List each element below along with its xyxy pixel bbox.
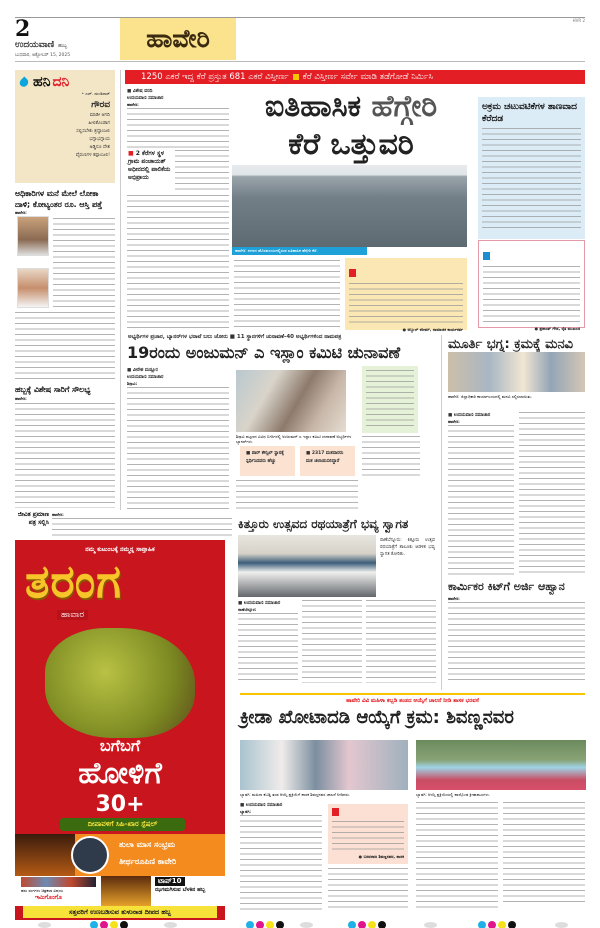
quote-body xyxy=(483,266,580,324)
ad-deepavali-banner: ದೀಪಾವಳಿಗೆ ಸಿಹಿ-ಖಾರ ಸ್ಪೆಷಲ್ xyxy=(60,818,185,831)
registration-oval xyxy=(555,922,568,928)
murti-headline: ಮೂರ್ತಿ ಭಗ್ನ: ಕ್ರಮಕ್ಕೆ ಮನವಿ xyxy=(448,337,574,352)
black-dot xyxy=(120,921,128,928)
black-dot xyxy=(276,921,284,928)
dateline-lead: ರಾಣೆಬೆನ್ನೂರ: xyxy=(238,607,257,612)
quote-box-yellow xyxy=(345,258,467,330)
yellow-dot xyxy=(368,921,376,928)
tula-line-1: ತುಲಾ ಮಾಸ ಸಂಭ್ರಮ xyxy=(119,840,176,849)
poem-line: ಅಡ್ಡಿನೂ ದೇಶ xyxy=(89,145,110,150)
registration-oval xyxy=(164,922,177,928)
yellow-dot xyxy=(110,921,118,928)
sports-body-3 xyxy=(416,802,498,910)
paper-name-text: ಉದಯವಾಣಿ xyxy=(15,40,55,50)
story-pension-headline: ಜೀವಿತ ಪ್ರಮಾಣ ಪತ್ರ ಸಲ್ಲಿಸಿ xyxy=(17,511,49,526)
magenta-dot xyxy=(358,921,366,928)
lead-story-body-2 xyxy=(175,150,229,192)
sidebar-headline: ಅಕ್ರಮ ಚಟುವಟಿಕೆಗಳ ತಾಣವಾದ ಕೆರೆದಡ xyxy=(482,102,577,124)
page-code: HVR 2 xyxy=(572,18,585,23)
anjuman-body-1 xyxy=(127,387,229,509)
kittur-body-2 xyxy=(302,600,362,683)
magenta-dot xyxy=(488,921,496,928)
poem-line: ಮಾಡೀ ಆಗದಿ xyxy=(89,113,110,118)
ad-line-2: ಹೋಳಿಗೆ xyxy=(78,756,162,791)
magenta-dot xyxy=(256,921,264,928)
murti-body-2 xyxy=(519,412,585,575)
story-transport-headline: ಹಬ್ಬಕ್ಕೆ ವಿಶೇಷ ಸಾರಿಗೆ ಸೌಲಭ್ಯ xyxy=(15,385,91,394)
official-photo-2 xyxy=(17,268,49,308)
banner-photo-caption: ಶಿಗ್ಗಾವಿ ಪಟ್ಟಣದ ವಿವಿಧ ಬೀದಿಗಳಲ್ಲಿ ಅಂಜುಮನ್ ಎ ಇಸ್ಲಾಂ ಕಮಿಟಿ ಚುನಾವಣೆ ಅಭ್ಯರ್ಥಿಗಳ ಬ್ಯಾನರ್‌ಗಳು. xyxy=(236,434,352,444)
cyan-dot xyxy=(478,921,486,928)
bullet-square-icon xyxy=(293,74,299,80)
sports-headline: ಕ್ರೀಡಾ ಖೋಟಾದಡಿ ಆಯ್ಕೆಗೆ ಕ್ರಮ: ಶಿವಣ್ಣನವರ xyxy=(240,707,514,728)
registration-marks xyxy=(90,921,128,928)
banner-photo xyxy=(236,370,346,432)
edition-label: ಹುಬ್ಬ xyxy=(58,43,68,49)
kittur-byline: ■ ಉದಯವಾಣಿ ಸಮಾಚಾರ xyxy=(238,601,281,606)
kittur-body-3 xyxy=(366,600,436,683)
bullet-icon: ■ xyxy=(128,150,136,157)
yellow-dot xyxy=(266,921,274,928)
quote-signature: ● ಬಸವರಾಜ ಶಿವಣ್ಣನವರ, ಶಾಸಕ xyxy=(358,854,404,859)
murti-byline: ■ ಉದಯವಾಣಿ ಸಮಾಚಾರ xyxy=(448,413,491,418)
magenta-dot xyxy=(100,921,108,928)
sidebar-body xyxy=(366,370,414,428)
anjuman-byline-name: ಉದಯವಾಣಿ ಸಮಾಚಾರ xyxy=(127,375,164,380)
hani-dani-logo xyxy=(20,74,110,90)
quote-box-pink xyxy=(478,240,585,331)
poem-line: ಸಲ್ಲಿಸಬೇಕು ಶ್ರದ್ಧಾಂಜಲಿ xyxy=(76,129,110,134)
column-divider xyxy=(441,335,442,690)
top-rule xyxy=(15,17,585,18)
sports-kicker: ಹಾವೇರಿ ವಿವಿ ಮಹಿಳಾ ಕಬ್ಬಡಿ ತಂಡದ ಆಯ್ಕೆಗೆ ಚಾಲನೆ ನೀಡಿ ಶಾಸಕ ಭರವಸೆ xyxy=(240,693,585,705)
story-lokayukta-body xyxy=(15,312,115,382)
registration-marks xyxy=(478,921,516,928)
story-transport-body xyxy=(15,403,115,508)
headline-word: ಐತಿಹಾಸಿಕ xyxy=(264,89,362,124)
ad-footer: ಸತ್ತವರಿಗೆ ಉಣಬಡಿಸುವ ತುಳುನಾಡ ದೀಪದ ಹಬ್ಬ xyxy=(23,906,217,918)
quote-body xyxy=(349,283,463,325)
quote-body xyxy=(332,821,404,851)
ad-tagline: ನಮ್ಮ ಕುಟುಂಬಕ್ಕೆ ನಮ್ಮನ್ನ ಸಾಪ್ತಾಹಿಕ xyxy=(85,546,155,553)
anjuman-body-2 xyxy=(236,480,358,510)
headline-word-highlight: ಹೆಗ್ಗೇರಿ xyxy=(371,89,438,124)
ad-lower-panel xyxy=(15,876,225,906)
registration-oval xyxy=(300,922,313,928)
ad-line-1: ಬಗೆಬಗೆ xyxy=(99,736,141,755)
anjuman-body-3 xyxy=(362,436,420,476)
sports-body-2 xyxy=(328,868,408,910)
registration-marks xyxy=(246,921,284,928)
delegation-photo-caption: ಹಾವೇರಿ: ಜಿಲ್ಲಾಧಿಕಾರಿ ಕಾರ್ಯಾಲಯದಲ್ಲಿ ಮನವಿ ಸಲ್ಲಿಸಲಾಯಿತು. xyxy=(448,394,532,399)
sidebar-body xyxy=(482,128,581,228)
aarti-image xyxy=(15,834,75,876)
tula-line-2: ತೀರ್ಥರೂಪಿಣಿ ಕಾವೇರಿ xyxy=(119,857,177,866)
anjuman-fact-box-2: ■ 2317 ಮತದಾರರು ಮತ ಚಲಾಯಿಸಲಿದ್ದಾರೆ xyxy=(300,446,355,476)
dateline-lead: ಹಾವೇರಿ: xyxy=(15,396,27,401)
pull-quote-text: 2 ಕೆರೆಗಳ ಸ್ಥಳ ಗ್ರಾಮ ಪಂಚಾಯತ್ ಅಧೀನದಲ್ಲಿ ಪಾಲಿಕೆಯ ಅಭಿಪ್ರಾಯ xyxy=(128,150,171,181)
dateline-lead: ಶಿಗ್ಗಾವಿ: xyxy=(127,381,138,386)
strap-part-2: ಕೆರೆ ವಿಸ್ತೀರ್ಣ ಸರ್ವೇ ಮಾಡಿ ತಡೆಗೋಡೆ ನಿರ್ಮಿಸಿ xyxy=(302,72,433,82)
sports-body-1 xyxy=(240,815,322,910)
top10-sub: ಝಗಮಗಿಸುವ ಬೆಳಕಿನ ಹಬ್ಬ xyxy=(155,887,206,893)
page-number: 2 xyxy=(15,16,31,42)
poem-line: ಭಗ್ನಾಭಗ್ನಾಯ xyxy=(89,137,110,142)
water-drop-icon xyxy=(18,76,30,88)
lead-byline-tag: ■ ವಿಶೇಷ ವರದಿ xyxy=(127,89,153,94)
black-dot xyxy=(378,921,386,928)
poem-line: ವೈರುಣಗಳ ಕಪ್ಪಾಂಜಲಿ! xyxy=(75,153,110,158)
section-title: ಹಾವೇರಿ xyxy=(120,18,236,60)
masthead-rule xyxy=(15,61,585,62)
official-photo-1 xyxy=(17,216,49,256)
dateline-lead: ಹಾವೇರಿ: xyxy=(127,102,139,107)
sports-caption-2: ಬ್ಯಾಡಗಿ: ಆಯ್ಕೆ ಪ್ರಕ್ರಿಯೆಯಲ್ಲಿ ಪಾಲ್ಗೊಂಡ ಕ್ರೀಡಾಪಟುಗಳು. xyxy=(416,792,491,797)
poem-line: ಹೀಲಿಕೊಂಡಾಗ xyxy=(88,121,110,126)
rathayatra-photo xyxy=(238,535,376,597)
top10-label: ಟಾಪ್10 xyxy=(155,877,185,886)
imigongo-title: ಇಮಿಗೊಂಗೊ xyxy=(35,894,62,901)
dateline-lead: ಬ್ಯಾಡಗಿ: xyxy=(240,809,252,814)
sports-byline: ■ ಉದಯವಾಣಿ ಸಮಾಚಾರ xyxy=(240,803,283,808)
ad-tula-band xyxy=(15,834,225,876)
lead-story-body-4 xyxy=(234,260,340,330)
story-lokayukta-body-side xyxy=(53,218,115,310)
sports-caption-1: ಬ್ಯಾಡಗಿ: ಮಹಿಳಾ ಕಬಡ್ಡಿ ತಂಡ ಆಯ್ಕೆ ಪ್ರಕ್ರಿಯೆಗೆ ಶಾಸಕ ಶಿವಣ್ಣನವರ ಚಾಲನೆ ನೀಡಿದರು. xyxy=(240,792,351,797)
kaveri-circle-image xyxy=(71,836,109,874)
anjuman-sidebar-box xyxy=(362,366,418,433)
logo-word-1: ಹನಿ xyxy=(33,74,51,90)
lead-byline-name: ಉದಯವಾಣಿ ಸಮಾಚಾರ xyxy=(127,96,164,101)
poem-body xyxy=(20,112,110,160)
cyan-dot xyxy=(348,921,356,928)
taranga-advertisement[interactable] xyxy=(15,540,225,920)
anjuman-byline-tag: ■ ವೀರೇಶ ಮಡ್ಲೂರ xyxy=(127,368,158,373)
holige-food-image xyxy=(45,628,195,738)
strap-part-1: 1250 ಎಕರೆ ಇದ್ದ ಕೆರೆ ಪ್ರಸ್ತುತ 681 ಎಕರೆ ವಿಸ್ತೀರ್ಣ xyxy=(141,72,289,82)
diya-image xyxy=(101,876,151,906)
karmika-headline: ಕಾರ್ಮಿಕರ ಕಿಟ್‌ಗೆ ಅರ್ಜಿ ಆಹ್ವಾನ xyxy=(448,580,565,593)
quote-mark-icon xyxy=(332,808,339,816)
dateline-lead: ಹಾವೇರಿ: xyxy=(448,596,460,601)
logo-word-2: ದನಿ xyxy=(52,74,70,90)
cyan-dot xyxy=(90,921,98,928)
dateline-lead: ಹಾವೇರಿ: xyxy=(52,512,64,517)
headline-line-2: ಕೆರೆ ಒತ್ತುವರಿ xyxy=(288,127,414,162)
poem-author: • ಎಚ್. ಡುಂಡಿರಾಜ್ xyxy=(81,91,110,96)
imigongo-art-image xyxy=(21,877,96,887)
quote-signature: ● ಪ್ರಶಾಂತ್ ಗೌಡ, ರೈತ ಮುಖಂಡ xyxy=(534,326,580,331)
murti-body-1 xyxy=(448,425,514,575)
sports-body-4 xyxy=(503,802,585,902)
lead-story-body-1 xyxy=(127,108,229,148)
registration-oval xyxy=(38,922,51,928)
headline-line-1 xyxy=(235,88,467,126)
cyan-dot xyxy=(246,921,254,928)
quote-signature: ● ಅಬ್ದುಲ್ ಕರೀಮ್, ಸಾಮಾಜಿಕ ಕಾರ್ಯಕರ್ತ xyxy=(402,327,463,332)
story-lokayukta-headline: ಅಧಿಕಾರಿಗಳ ಮನೆ ಮೇಲೆ ಲೋಕಾ ದಾಳಿ; ಕೋಟ್ಯಂತರ ರೂ. ಆಸ್ತಿ ಪತ್ತೆ xyxy=(15,189,103,209)
quote-mark-icon xyxy=(349,269,356,277)
column-divider xyxy=(120,70,121,510)
lead-headline xyxy=(235,88,467,164)
lead-pull-quote xyxy=(128,150,172,182)
anjuman-kicker: ಅಭ್ಯರ್ಥಿಗಳ ಪ್ರಚಾರ, ಬ್ಯಾನರ್‌ಗಳ ಭರಾಟೆ ಬಲು ಜೋರು ■ 11 ಸ್ಥಾನಗಳಿಗೆ ಚುನಾವಣೆ-40 ಅಭ್ಯರ್ಥಿಗಳಿಂದ ನಾಮಪತ್ರ xyxy=(128,334,342,340)
ad-brand-sub: ಹಾವಾರ xyxy=(57,610,88,620)
anjuman-headline: 19ರಂದು ಅಂಜುಮನ್ ಎ ಇಸ್ಲಾಂ ಕಮಿಟಿ ಚುನಾವಣೆ xyxy=(127,343,401,362)
ad-brand: ತರಂಗ xyxy=(25,554,122,608)
imigongo-caption: ಹಸು ರಂಗಗಳು ಚಿತ್ರಕಲಾ ವಿಷಯ xyxy=(21,888,64,893)
kittur-headline: ಕಿತ್ತೂರು ಉತ್ಸವದ ರಥಯಾತ್ರೆಗೆ ಭವ್ಯ ಸ್ವಾಗತ xyxy=(238,517,409,531)
story-pension-body xyxy=(52,518,232,536)
ad-count: 30+ xyxy=(95,792,145,817)
dateline-lead: ಹಾವೇರಿ: xyxy=(15,210,27,215)
sports-quote-box xyxy=(328,804,408,864)
quote-mark-icon xyxy=(483,252,490,260)
lake-photo xyxy=(232,165,467,247)
kabaddi-inauguration-photo xyxy=(240,740,408,790)
registration-oval xyxy=(424,922,437,928)
story-transport-lead xyxy=(15,396,45,403)
hani-dani-column xyxy=(15,70,115,183)
delegation-photo xyxy=(448,352,585,392)
sidebar-blue-box xyxy=(478,97,585,239)
lead-story-body-3 xyxy=(127,195,229,330)
registration-marks xyxy=(348,921,386,928)
kabaddi-match-photo xyxy=(416,740,586,790)
lake-photo-caption: ಹಾವೇರಿ: ನಗರದ ಹೊರವಲಯದಲ್ಲಿರುವ ಐತಿಹಾಸಿಕ ಹೆಗ್ಗೇರಿ ಕೆರೆ. xyxy=(232,247,367,255)
anjuman-fact-box-1: ■ ಪಾರ್ ಕೌನ್ಸಿಲ್ ಸ್ಥಾನಕ್ಕೆ ಸ್ಪರ್ಧಿಸಿದವರು ಹೆಚ್ಚು xyxy=(240,446,295,476)
lead-story-strap xyxy=(125,70,585,84)
dateline-lead: ಹಾವೇರಿ: xyxy=(448,419,460,424)
yellow-dot xyxy=(498,921,506,928)
karmika-body xyxy=(448,602,585,684)
poem-title: ಗೌರವ xyxy=(91,100,110,110)
dateline: ಬುಧವಾರ, ಅಕ್ಟೋಬರ್ 15, 2025 xyxy=(15,53,71,58)
rathayatra-caption: ರಾಣೆಬೆನ್ನೂರು: ಕಿತ್ತೂರು ಉತ್ಸವ ರಥಯಾತ್ರೆಗೆ ತಾಲೂಕು ಆಡಳಿತ ಭವ್ಯ ಸ್ವಾಗತ ಕೋರಿತು. xyxy=(380,538,435,557)
paper-name xyxy=(15,40,67,50)
black-dot xyxy=(508,921,516,928)
kittur-body-1 xyxy=(238,613,298,683)
